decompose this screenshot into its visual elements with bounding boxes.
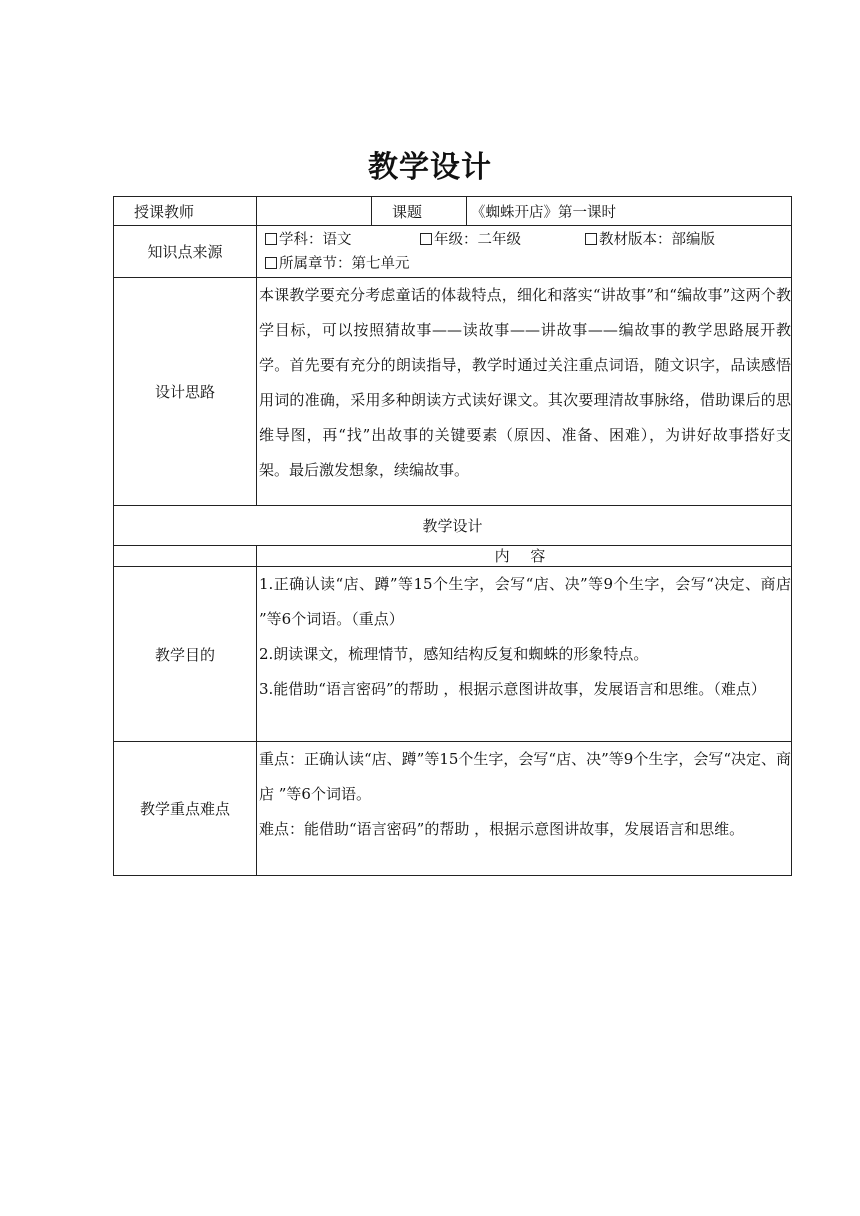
source-item-grade: 年级：二年级: [420, 228, 585, 252]
goals-text: [257, 567, 792, 742]
key-points-label: 教学重点难点: [114, 742, 257, 876]
thinking-text: [257, 278, 792, 506]
row-source: [114, 226, 792, 278]
key-points-text: [257, 742, 792, 876]
row-teacher: [114, 197, 792, 226]
goal-item: 1.正确认读“店、蹲”等15个生字，会写“店、决”等9个生字，会写“决定、商店 ”等6个词语。（重点）: [259, 575, 791, 628]
row-content-header: [114, 546, 792, 567]
teacher-label: 授课教师: [114, 197, 257, 226]
checkbox-icon: [420, 233, 432, 245]
content-header-left: [114, 546, 257, 567]
row-goals: [114, 567, 792, 742]
goal-item: 3.能借助“语言密码”的帮助 ，根据示意图讲故事，发展语言和思维。（难点）: [259, 680, 766, 698]
topic-label: 课题: [372, 197, 467, 226]
source-item-edition: 教材版本：部编版: [585, 228, 715, 252]
source-item-chapter: 所属章节：第七单元: [265, 252, 410, 276]
section-title: 教学设计: [114, 506, 792, 546]
teaching-design-table: [113, 196, 792, 876]
difficulty-item: 难点：能借助“语言密码”的帮助 ，根据示意图讲故事，发展语言和思维。: [259, 820, 745, 838]
teacher-value: [257, 197, 372, 226]
row-thinking: [114, 278, 792, 506]
topic-value: 《蜘蛛开店》第一课时: [467, 197, 792, 226]
thinking-label: 设计思路: [114, 278, 257, 506]
goal-item: 2.朗读课文，梳理情节，感知结构反复和蜘蛛的形象特点。: [259, 645, 649, 663]
source-items: [257, 226, 792, 278]
key-point-item: 重点：正确认读“店、蹲”等15个生字，会写“店、决”等9个生字，会写“决定、商店 ”等6个词语。: [259, 750, 791, 803]
row-section-title: [114, 506, 792, 546]
checkbox-icon: [265, 233, 277, 245]
row-key-points: [114, 742, 792, 876]
source-item-subject: 学科：语文: [265, 228, 420, 252]
content-header: 内 容: [257, 546, 792, 567]
thinking-paragraph: 本课教学要充分考虑童话的体裁特点，细化和落实“讲故事”和“编故事”这两个教学目标，可以按照猜故事——读故事——讲故事——编故事的教学思路展开教学。首先要有充分的朗读指导，教学时通过关注重点词语，随文识字，品读感悟用词的准确，采用多种朗读方式读好课文。其次要理清故事脉络，借助课后的思维导图，再“找”出故事的关键要素（原因、准备、困难），为讲好故事搭好支架。最后激发想象，续编故事。: [259, 286, 791, 479]
checkbox-icon: [585, 233, 597, 245]
page-title: 教学设计: [368, 150, 492, 185]
source-label: 知识点来源: [114, 226, 257, 278]
goals-label: 教学目的: [114, 567, 257, 742]
checkbox-icon: [265, 257, 277, 269]
